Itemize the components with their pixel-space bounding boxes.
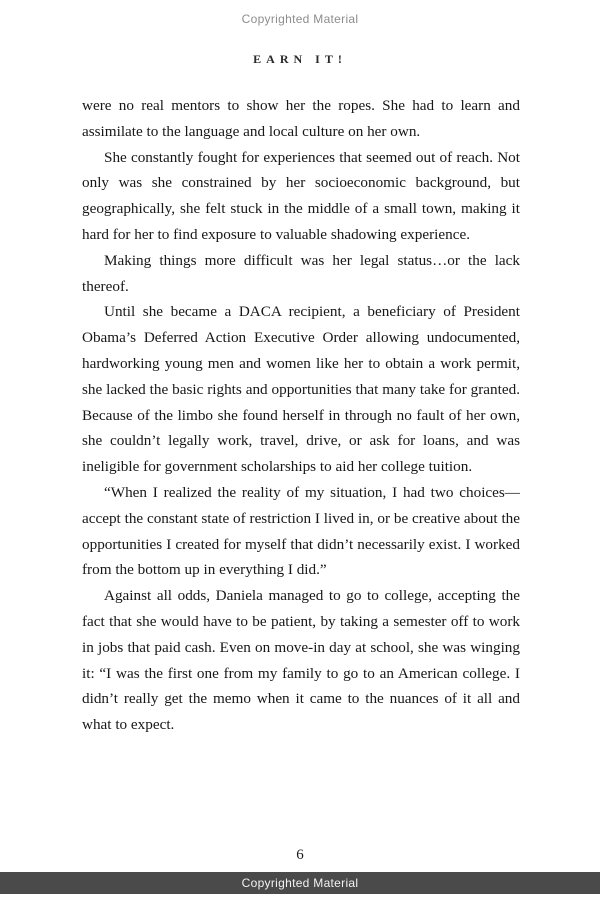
page-body-text	[82, 93, 520, 738]
body-paragraph: were no real mentors to show her the ropes. She had to learn and assimilate to the language and local culture on her own.	[82, 97, 520, 140]
body-paragraph: Making things more difficult was her legal status…or the lack thereof.	[82, 251, 520, 295]
body-paragraph: Against all odds, Daniela managed to go to college, accepting the fact that she would have to be patient, by taking a semester off to work in jobs that paid cash. Even on move-in day at school, she was winging it: “I was the first one from my family to go to an American college. I didn’t really get the memo when it came to the nuances of it all and what to expect.	[82, 587, 520, 734]
body-paragraph: Until she became a DACA recipient, a beneficiary of President Obama’s Deferred Action Executive Order allowing undocumented, hardworking young men and women like her to obtain a work permit, she lacked the basic rights and opportunities that many take for granted. Because of the limbo she found herself in through no fault of her own, she couldn’t legally work, travel, drive, or ask for loans, and was ineligible for government scholarships to aid her college tuition.	[82, 303, 520, 476]
copyright-notice-bottom: Copyrighted Material	[0, 872, 600, 894]
body-paragraph: “When I realized the reality of my situation, I had two choices—accept the constant state of restriction I lived in, or be creative about the opportunities I created for myself that didn’t necessarily exist. I worked from the bottom up in everything I did.”	[82, 483, 520, 579]
book-title-running-head: EARN IT!	[253, 52, 347, 66]
copyright-notice-top: Copyrighted Material	[241, 12, 359, 26]
body-paragraph: She constantly fought for experiences that seemed out of reach. Not only was she constrained by her socioeconomic background, but geographically, she felt stuck in the middle of a small town, making it hard for her to find exposure to valuable shadowing experience.	[82, 148, 520, 243]
page-number: 6	[296, 847, 304, 863]
